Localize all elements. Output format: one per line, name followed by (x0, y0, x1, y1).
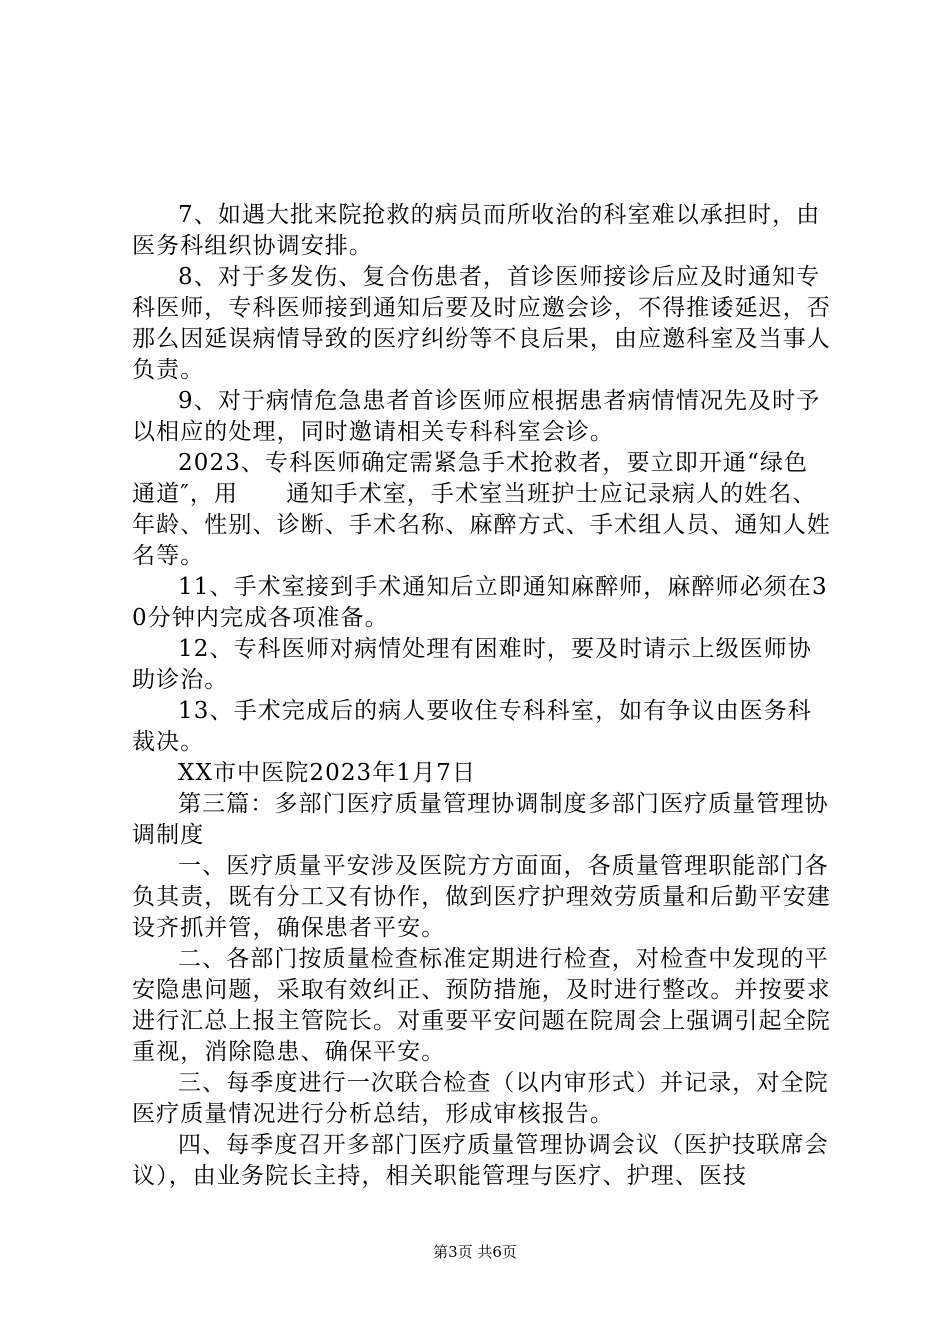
document-body (132, 200, 832, 1192)
paragraph-item-7: 7、如遇大批来院抢救的病员而所收治的科室难以承担时，由医务科组织协调安排。 (132, 202, 821, 259)
section-title: 第三篇：多部门医疗质量管理协调制度多部门医疗质量管理协调制度 (132, 791, 829, 848)
paragraph-item-11: 11、手术室接到手术通知后立即通知麻醉师，麻醉师必须在30分钟内完成各项准备。 (132, 574, 828, 631)
paragraph-item-12: 12、专科医师对病情处理有困难时，要及时请示上级医师协助诊治。 (132, 636, 812, 693)
page-footer: 第3页 共6页 (433, 1243, 517, 1261)
paragraph-item-13: 13、手术完成后的病人要收住专科科室，如有争议由医务科裁决。 (132, 698, 812, 755)
paragraph-item-8: 8、对于多发伤、复合伤患者，首诊医师接诊后应及时通知专科医师，专科医师接到通知后要及时应邀会诊，不得推诿延迟，否那么因延误病情导致的医疗纠纷等不良后果，由应邀科室及当事人负责。 (132, 264, 831, 383)
paragraph-item-9: 9、对于病情危急患者首诊医师应根据患者病情情况先及时予以相应的处理，同时邀请相关专科科室会诊。 (132, 388, 821, 445)
paragraph-section-3: 三、每季度进行一次联合检查（以内审形式）并记录，对全院医疗质量情况进行分析总结，形成审核报告。 (132, 1070, 829, 1127)
paragraph-section-1: 一、医疗质量平安涉及医院方方面面，各质量管理职能部门各负其责，既有分工又有协作，做到医疗护理效劳质量和后勤平安建设齐抓并管，确保患者平安。 (132, 853, 831, 941)
paragraph-item-10: 2023、专科医师确定需紧急手术抢救者，要立即开通“绿色通道″，用 通知手术室，手术室当班护士应记录病人的姓名、年龄、性别、诊断、手术名称、麻醉方式、手术组人员、通知人姓名等。 (132, 450, 831, 569)
signature-line: XX市中医院2023年1月7日 (178, 760, 477, 786)
paragraph-section-2: 二、各部门按质量检查标准定期进行检查，对检查中发现的平安隐患问题，采取有效纠正、预防措施，及时进行整改。并按要求进行汇总上报主管院长。对重要平安问题在院周会上强调引起全院重视，消除隐患、确保平安。 (132, 946, 831, 1065)
paragraph-section-4: 四、每季度召开多部门医疗质量管理协调会议（医护技联席会议），由业务院长主持，相关职能管理与医疗、护理、医技 (132, 1132, 829, 1189)
